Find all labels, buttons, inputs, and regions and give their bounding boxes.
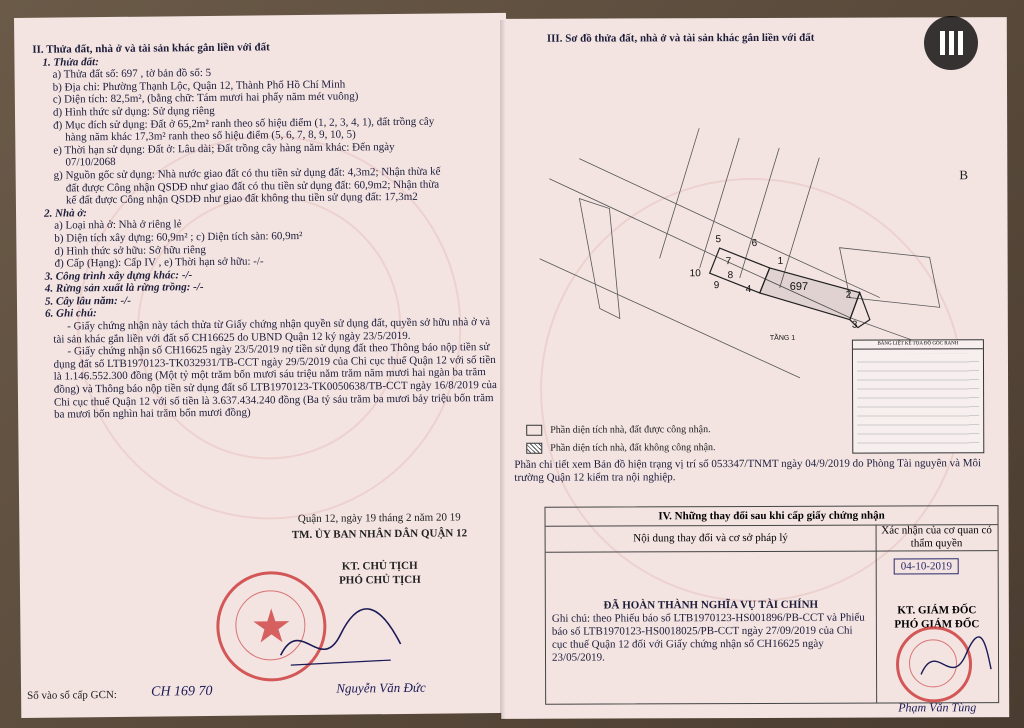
legend-box-plain-icon xyxy=(526,425,542,436)
director-title-1: KT. GIÁM ĐỐC xyxy=(897,604,977,617)
serial-label: Số vào sổ cấp GCN: xyxy=(27,688,117,702)
ownership-form-line: d) Hình thức sở hữu: Sở hữu riêng xyxy=(54,243,206,258)
origin-line-3: kế đất được Công nhận QSDĐ như giao đất không thu tiền sử dụng đất: 17,3m2 xyxy=(65,190,418,207)
origin-line-2: đất được Công nhận QSDĐ như giao đất có thu tiền sử dụng đất: 60,9m2; Nhận thừa xyxy=(65,178,440,194)
section-title-ii: II. Thửa đất, nhà ở và tài sản khác gắn liền với đất xyxy=(32,41,270,56)
usage-term-line-2: 07/10/2068 xyxy=(65,156,116,169)
signer-title-1: KT. CHỦ TỊCH xyxy=(341,559,418,573)
forest-line: 4. Rừng sản xuất là rừng trồng: -/- xyxy=(44,281,204,295)
perennial-line: 5. Cây lâu năm: -/- xyxy=(44,294,131,308)
signer-name-left: Nguyễn Văn Đức xyxy=(336,679,426,696)
address-line: b) Địa chỉ: Phường Thạnh Lộc, Quận 12, Thành Phố Hồ Chí Minh xyxy=(52,78,346,94)
house-grade-line: đ) Cấp (Hạng): Cấp IV , e) Thời hạn sở hữu: -/- xyxy=(54,255,264,270)
point-label-6: 6 xyxy=(751,237,758,250)
point-label-9: 9 xyxy=(713,280,720,292)
legend-not-recognized: Phần diện tích nhà, đất không công nhận. xyxy=(526,442,715,454)
point-label-8: 8 xyxy=(727,270,734,282)
point-label-1: 1 xyxy=(777,255,784,267)
land-parcel-line: a) Thửa đất số: 697 , tờ bản đồ số: 5 xyxy=(52,67,212,81)
signer-name-right: Phạm Văn Tùng xyxy=(898,700,977,715)
confirmation-date-stamp: 04-10-2019 xyxy=(894,558,959,574)
left-text-block xyxy=(32,39,500,422)
point-label-3: 3 xyxy=(851,319,858,331)
financial-obligation-heading: ĐÃ HOÀN THÀNH NGHĨA VỤ TÀI CHÍNH xyxy=(603,598,819,612)
financial-obligation-note: Ghi chú: theo Phiếu báo số LTB1970123-HS001896/PB-CCT và Phiếu báo số LTB1970123-HS0018025/PB-CCT ngày 27/09/2019 của Chi cục thuế Quận 12 đối với Giấy chứng nhận số CH16625 ngày 23/05/2019. xyxy=(551,611,865,664)
usage-form-line: d) Hình thức sử dụng: Sử dụng riêng xyxy=(52,104,215,119)
house-area-line: b) Diện tích xây dựng: 60,9m² ; c) Diện tích sàn: 60,9m² xyxy=(54,229,303,245)
map-reference-note: Phần chi tiết xem Bản đồ hiện trạng vị trí số 053347/TNMT ngày 04/9/2019 do Phòng Tài nguyên và Môi trường Quận 12 kiểm tra nội nghiệp. xyxy=(514,457,982,484)
changes-col2-header: Xác nhận của cơ quan có thẩm quyền xyxy=(876,524,998,551)
note-1: - Giấy chứng nhận này tách thửa từ Giấy chứng nhận quyền sử dụng đất, quyền sở hữu nhà ở và tài sản khác gắn liền với đất số CH16625 do UBND Quận 12 ký ngày 23/5/2019. xyxy=(53,316,491,346)
side-letter: B xyxy=(959,167,969,183)
usage-term-line: e) Thời hạn sử dụng: Đất ở: Lâu dài; Đất trồng cây hàng năm khác: Đến ngày xyxy=(53,140,395,157)
issue-date: Quận 12, ngày 19 tháng 2 năm 20 19 xyxy=(297,511,461,526)
issuing-authority: TM. ỦY BAN NHÂN DÂN QUẬN 12 xyxy=(291,527,468,542)
point-label-10: 10 xyxy=(689,268,701,280)
house-type-line: a) Loại nhà ở: Nhà ở riêng lẻ xyxy=(54,218,182,232)
page-fold-crease xyxy=(500,20,506,720)
point-label-5: 5 xyxy=(715,234,722,246)
signature-scribble-right xyxy=(916,634,996,694)
usage-purpose-line: đ) Mục đích sử dụng: Đất ở 65,2m² ranh theo số hiệu điểm (1, 2, 3, 4, 1), đất trồng cây xyxy=(53,115,435,132)
certificate-right-page xyxy=(499,17,1009,719)
usage-purpose-line-2: hàng năm khác 17,3m² ranh theo số hiệu điểm (5, 6, 7, 8, 9, 10, 5) xyxy=(65,128,356,144)
signer-title-2: PHÓ CHỦ TỊCH xyxy=(338,573,421,587)
coordinate-table xyxy=(852,339,984,453)
parcel-number-label: 697 xyxy=(789,280,809,293)
changes-table xyxy=(544,505,999,715)
director-title-2: PHÓ GIÁM ĐỐC xyxy=(894,618,980,631)
area-line: c) Diện tích: 82,5m², (bằng chữ: Tám mươi hai phẩy năm mét vuông) xyxy=(52,90,359,106)
land-heading: 1. Thửa đất: xyxy=(42,55,99,69)
section-title-iii: III. Sơ đồ thửa đất, nhà ở và tài sản khác gắn liền với đất xyxy=(546,31,815,45)
serial-number: CH 169 70 xyxy=(150,683,213,700)
legend-recognized: Phần diện tích nhà, đất được công nhận. xyxy=(526,424,710,436)
changes-content-column xyxy=(546,525,878,704)
changes-col1-header: Nội dung thay đổi và cơ sở pháp lý xyxy=(546,525,876,553)
coordinate-table-title: BẢNG LIỆT KÊ TỌA ĐỘ GÓC RANH xyxy=(853,340,983,349)
legend-box-hatched-icon xyxy=(526,443,542,454)
origin-line: g) Nguồn gốc sử dụng: Nhà nước giao đất có thu tiền sử dụng đất: 4,3m2; Nhận thừa kế xyxy=(53,165,441,182)
changes-table-title: IV. Những thay đổi sau khi cấp giấy chứng nhận xyxy=(545,506,997,527)
point-label-7: 7 xyxy=(725,256,732,268)
point-label-4: 4 xyxy=(745,284,752,296)
other-works-line: 3. Công trình xây dựng khác: -/- xyxy=(44,268,193,283)
floor-label: TẦNG 1 xyxy=(769,334,796,342)
certificate-left-page xyxy=(14,13,513,718)
changes-confirm-column xyxy=(876,524,999,715)
notes-heading: 6. Ghi chú: xyxy=(45,307,97,321)
note-2: - Giấy chứng nhận số CH16625 ngày 23/5/2019 nợ tiền sử dụng đất theo Thông báo nộp tiền sử dụng đất số LTB1970123-TK032931/TB-CCT ngày 29/5/2019 của Chi cục thuế Quận 12 với số tiền là 1.146.552.300 đồng (Một tỷ một trăm bốn mươi sáu triệu năm trăm năm mươi hai ngàn ba trăm đồng) và Thông báo nộp tiền sử dụng đất số LTB1970123-TK0050638/TB-CCT ngày 16/8/2019 của Chi cục thuế Quận 12 với số tiền là 3.637.434.240 đồng (Ba tỷ sáu trăm ba mươi bảy triệu bốn trăm ba mươi bốn nghìn hai trăm bốn mươi đồng) xyxy=(53,341,497,421)
gallery-view-icon[interactable] xyxy=(924,16,978,70)
changes-entry xyxy=(552,599,870,665)
house-heading: 2. Nhà ở: xyxy=(43,206,87,220)
point-label-2: 2 xyxy=(845,289,852,301)
signature-scribble-left xyxy=(270,594,411,685)
